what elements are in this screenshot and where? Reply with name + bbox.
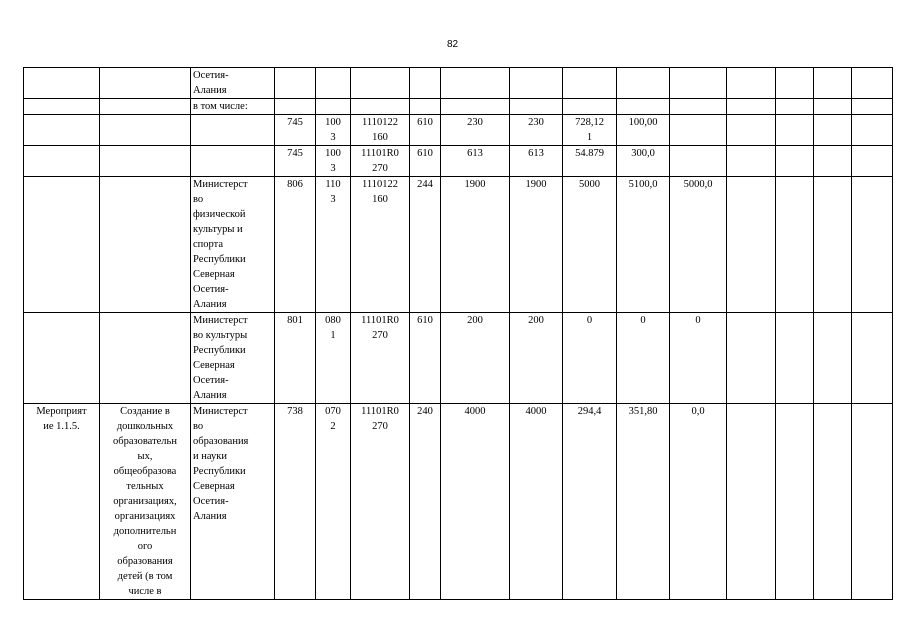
- cell-executor: Министерст во образования и науки Республики Северная Осетия- Алания: [191, 404, 275, 600]
- cell-value-3: 0: [563, 313, 617, 404]
- cell-extra-4: [852, 99, 893, 115]
- row-measure-1-1-5: [24, 404, 893, 600]
- cell-vr: 244: [410, 177, 441, 313]
- cell-rz-pr: 110 3: [316, 177, 351, 313]
- cell-csr: 11101R0 270: [351, 146, 410, 177]
- cell-rz-pr: [316, 99, 351, 115]
- cell-value-3: 728,12 1: [563, 115, 617, 146]
- cell-name: [100, 313, 191, 404]
- cell-extra-1: [727, 404, 776, 600]
- cell-executor: [191, 115, 275, 146]
- cell-extra-3: [814, 313, 852, 404]
- row-v-tom-chisle: [24, 99, 893, 115]
- cell-value-1: 1900: [441, 177, 510, 313]
- cell-value-1: 200: [441, 313, 510, 404]
- cell-csr: [351, 99, 410, 115]
- cell-csr: [351, 68, 410, 99]
- cell-value-5: 0: [670, 313, 727, 404]
- cell-name: [100, 115, 191, 146]
- cell-measure: [24, 313, 100, 404]
- row-806-ministry-sport: [24, 177, 893, 313]
- cell-value-1: 4000: [441, 404, 510, 600]
- table-body: [24, 68, 893, 600]
- cell-extra-1: [727, 68, 776, 99]
- cell-extra-2: [776, 68, 814, 99]
- cell-value-1: [441, 68, 510, 99]
- cell-extra-3: [814, 146, 852, 177]
- cell-value-3: 5000: [563, 177, 617, 313]
- cell-vr: 610: [410, 115, 441, 146]
- row-745-1110122160: [24, 115, 893, 146]
- cell-rz-pr: 100 3: [316, 146, 351, 177]
- cell-extra-4: [852, 404, 893, 600]
- cell-value-3: [563, 99, 617, 115]
- cell-extra-2: [776, 177, 814, 313]
- cell-value-4: [617, 68, 670, 99]
- cell-name: Создание в дошкольных образовательн ых, общеобразова тельных организациях, организациях дополнительн ого образования детей (в том числе в: [100, 404, 191, 600]
- cell-value-5: [670, 146, 727, 177]
- cell-extra-4: [852, 146, 893, 177]
- cell-vr: [410, 99, 441, 115]
- cell-extra-3: [814, 177, 852, 313]
- cell-grbs: [275, 99, 316, 115]
- cell-vr: 610: [410, 146, 441, 177]
- budget-table: [23, 67, 893, 600]
- cell-value-1: 230: [441, 115, 510, 146]
- cell-value-3: 294,4: [563, 404, 617, 600]
- cell-extra-1: [727, 115, 776, 146]
- cell-value-5: [670, 115, 727, 146]
- cell-measure: [24, 177, 100, 313]
- cell-extra-3: [814, 404, 852, 600]
- cell-csr: 1110122 160: [351, 177, 410, 313]
- cell-executor: в том числе:: [191, 99, 275, 115]
- cell-rz-pr: 100 3: [316, 115, 351, 146]
- cell-name: [100, 177, 191, 313]
- cell-extra-3: [814, 115, 852, 146]
- cell-extra-1: [727, 99, 776, 115]
- cell-extra-1: [727, 313, 776, 404]
- cell-executor: Осетия- Алания: [191, 68, 275, 99]
- cell-value-2: 230: [510, 115, 563, 146]
- cell-value-2: 613: [510, 146, 563, 177]
- cell-value-5: 0,0: [670, 404, 727, 600]
- cell-value-4: 0: [617, 313, 670, 404]
- cell-grbs: [275, 68, 316, 99]
- cell-extra-4: [852, 68, 893, 99]
- cell-measure: [24, 115, 100, 146]
- cell-value-4: 300,0: [617, 146, 670, 177]
- cell-value-5: [670, 99, 727, 115]
- cell-extra-2: [776, 99, 814, 115]
- cell-value-4: 100,00: [617, 115, 670, 146]
- cell-value-2: 1900: [510, 177, 563, 313]
- cell-executor: Министерст во культуры Республики Северная Осетия- Алания: [191, 313, 275, 404]
- cell-csr: 11101R0 270: [351, 404, 410, 600]
- cell-vr: 240: [410, 404, 441, 600]
- cell-value-2: [510, 99, 563, 115]
- cell-value-4: 5100,0: [617, 177, 670, 313]
- row-745-11101R0270: [24, 146, 893, 177]
- cell-executor: [191, 146, 275, 177]
- cell-vr: [410, 68, 441, 99]
- cell-measure: Мероприят ие 1.1.5.: [24, 404, 100, 600]
- cell-extra-4: [852, 313, 893, 404]
- cell-name: [100, 99, 191, 115]
- row-801-ministry-culture: [24, 313, 893, 404]
- cell-measure: [24, 68, 100, 99]
- cell-extra-1: [727, 146, 776, 177]
- cell-extra-2: [776, 115, 814, 146]
- cell-value-2: [510, 68, 563, 99]
- cell-grbs: 738: [275, 404, 316, 600]
- cell-csr: 1110122 160: [351, 115, 410, 146]
- cell-value-3: [563, 68, 617, 99]
- cell-vr: 610: [410, 313, 441, 404]
- cell-value-5: [670, 68, 727, 99]
- cell-rz-pr: 080 1: [316, 313, 351, 404]
- cell-value-5: 5000,0: [670, 177, 727, 313]
- cell-extra-4: [852, 115, 893, 146]
- cell-value-1: 613: [441, 146, 510, 177]
- cell-extra-1: [727, 177, 776, 313]
- cell-extra-3: [814, 68, 852, 99]
- cell-grbs: 801: [275, 313, 316, 404]
- cell-grbs: 806: [275, 177, 316, 313]
- cell-value-2: 200: [510, 313, 563, 404]
- cell-name: [100, 68, 191, 99]
- cell-grbs: 745: [275, 115, 316, 146]
- cell-extra-3: [814, 99, 852, 115]
- cell-csr: 11101R0 270: [351, 313, 410, 404]
- cell-rz-pr: 070 2: [316, 404, 351, 600]
- row-osetiya-alaniya: [24, 68, 893, 99]
- cell-measure: [24, 146, 100, 177]
- cell-value-4: [617, 99, 670, 115]
- cell-value-3: 54.879: [563, 146, 617, 177]
- cell-executor: Министерст во физической культуры и спорта Республики Северная Осетия- Алания: [191, 177, 275, 313]
- cell-extra-2: [776, 404, 814, 600]
- cell-value-1: [441, 99, 510, 115]
- cell-value-4: 351,80: [617, 404, 670, 600]
- cell-grbs: 745: [275, 146, 316, 177]
- cell-measure: [24, 99, 100, 115]
- cell-extra-4: [852, 177, 893, 313]
- cell-rz-pr: [316, 68, 351, 99]
- page-number: 82: [446, 39, 459, 50]
- cell-extra-2: [776, 146, 814, 177]
- cell-name: [100, 146, 191, 177]
- cell-extra-2: [776, 313, 814, 404]
- cell-value-2: 4000: [510, 404, 563, 600]
